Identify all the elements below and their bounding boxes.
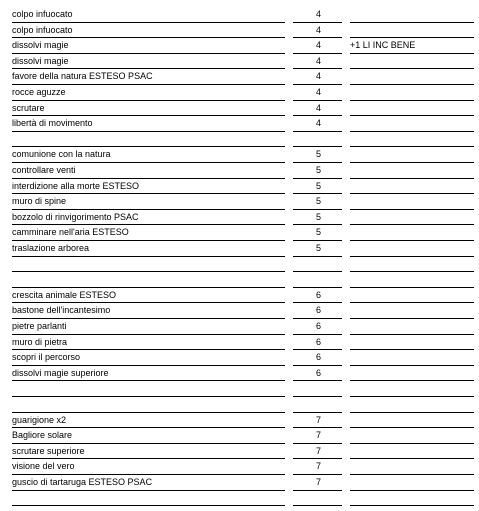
spell-level-value: 7 bbox=[315, 477, 321, 487]
spell-row bbox=[0, 38, 479, 54]
spell-level-value: 4 bbox=[315, 118, 321, 129]
spell-name-cell[interactable]: pietre parlanti bbox=[12, 319, 285, 335]
spell-note-cell[interactable] bbox=[350, 459, 474, 475]
spell-name-cell[interactable]: scopri il percorso bbox=[12, 350, 285, 366]
spell-note-cell[interactable] bbox=[350, 335, 474, 351]
spell-row bbox=[0, 194, 479, 210]
spell-level-cell[interactable] bbox=[293, 303, 342, 319]
spell-level-value: 4 bbox=[315, 9, 321, 19]
spell-note-cell[interactable] bbox=[350, 7, 474, 23]
spell-name-cell[interactable]: libertà di movimento bbox=[12, 116, 285, 132]
spell-level-value: 7 bbox=[315, 414, 321, 425]
spell-note-cell[interactable] bbox=[350, 116, 474, 132]
spell-level-cell[interactable] bbox=[293, 366, 342, 382]
spell-level-value: 6 bbox=[315, 289, 321, 300]
spell-name-cell[interactable] bbox=[12, 272, 285, 288]
spell-name-cell[interactable]: comunione con la natura bbox=[12, 147, 285, 163]
spell-row bbox=[0, 179, 479, 195]
spell-level-cell[interactable] bbox=[293, 241, 342, 257]
spell-row bbox=[0, 303, 479, 319]
spell-level-cell[interactable] bbox=[293, 257, 342, 273]
spell-level-value: 6 bbox=[315, 305, 321, 316]
spell-name-cell[interactable] bbox=[12, 257, 285, 273]
spell-level-cell[interactable] bbox=[293, 69, 342, 85]
spell-level-cell[interactable] bbox=[293, 444, 342, 460]
spell-name-cell[interactable] bbox=[12, 381, 285, 397]
spell-name-cell[interactable]: traslazione arborea bbox=[12, 241, 285, 257]
spell-name-cell[interactable]: bastone dell'incantesimo bbox=[12, 303, 285, 319]
spell-name-cell[interactable]: visione del vero bbox=[12, 459, 285, 475]
spell-level-value: 4 bbox=[315, 24, 321, 35]
spell-name-cell[interactable]: interdizione alla morte ESTESO bbox=[12, 179, 285, 195]
spell-row bbox=[0, 459, 479, 475]
spell-level-cell[interactable] bbox=[293, 350, 342, 366]
spell-row bbox=[0, 428, 479, 444]
spell-level-value: 4 bbox=[315, 71, 321, 82]
spell-level-value: 6 bbox=[315, 321, 321, 331]
spell-level-cell[interactable] bbox=[293, 116, 342, 132]
spell-name-cell[interactable] bbox=[12, 491, 285, 507]
spell-row bbox=[0, 381, 479, 397]
spell-level-value: 5 bbox=[315, 180, 321, 191]
spell-name-cell[interactable]: rocce aguzze bbox=[12, 85, 285, 101]
spell-level-value: 7 bbox=[315, 461, 321, 472]
spell-note-cell[interactable] bbox=[350, 54, 474, 70]
spell-note-cell[interactable] bbox=[350, 147, 474, 163]
spell-name-cell[interactable]: scrutare superiore bbox=[12, 444, 285, 460]
spell-name-cell[interactable]: dissolvi magie bbox=[12, 38, 285, 54]
spell-level-value: 5 bbox=[315, 165, 321, 175]
spell-level-cell[interactable] bbox=[293, 7, 342, 23]
spell-level-cell[interactable] bbox=[293, 428, 342, 444]
spell-row bbox=[0, 335, 479, 351]
spell-row bbox=[0, 7, 479, 23]
spell-note-cell[interactable] bbox=[350, 23, 474, 39]
spell-level-value: 5 bbox=[315, 211, 321, 222]
spell-level-value: 4 bbox=[315, 87, 321, 97]
spell-level-cell[interactable] bbox=[293, 210, 342, 226]
spell-row bbox=[0, 491, 479, 507]
spell-level-cell[interactable] bbox=[293, 101, 342, 117]
spell-note-cell[interactable] bbox=[350, 241, 474, 257]
spell-name-cell[interactable]: favore della natura ESTESO PSAC bbox=[12, 69, 285, 85]
spell-level-cell[interactable] bbox=[293, 413, 342, 429]
spell-row bbox=[0, 132, 479, 148]
spell-name-cell[interactable]: crescita animale ESTESO bbox=[12, 288, 285, 304]
spell-level-cell[interactable] bbox=[293, 147, 342, 163]
spell-row bbox=[0, 366, 479, 382]
spell-row bbox=[0, 225, 479, 241]
spell-level-cell[interactable] bbox=[293, 272, 342, 288]
spell-row bbox=[0, 163, 479, 179]
spell-note-cell[interactable] bbox=[350, 101, 474, 117]
spell-name-cell[interactable]: scrutare bbox=[12, 101, 285, 117]
spell-note-cell[interactable] bbox=[350, 413, 474, 429]
spell-row bbox=[0, 413, 479, 429]
spell-name-cell[interactable]: dissolvi magie superiore bbox=[12, 366, 285, 382]
spell-level-cell[interactable] bbox=[293, 54, 342, 70]
spell-note-cell[interactable] bbox=[350, 303, 474, 319]
spell-level-cell[interactable] bbox=[293, 381, 342, 397]
spell-level-cell[interactable] bbox=[293, 459, 342, 475]
spell-row bbox=[0, 116, 479, 132]
spell-row bbox=[0, 272, 479, 288]
spell-level-cell[interactable] bbox=[293, 335, 342, 351]
spell-name-cell[interactable] bbox=[12, 132, 285, 148]
spell-row bbox=[0, 23, 479, 39]
spell-level-cell[interactable] bbox=[293, 85, 342, 101]
spell-note-cell[interactable] bbox=[350, 257, 474, 273]
spell-level-value: 4 bbox=[315, 55, 321, 66]
spell-row bbox=[0, 85, 479, 101]
spell-row bbox=[0, 397, 479, 413]
spell-name-cell[interactable]: camminare nell'aria ESTESO bbox=[12, 225, 285, 241]
spell-note-cell[interactable] bbox=[350, 179, 474, 195]
spell-row bbox=[0, 350, 479, 366]
spell-note-cell[interactable] bbox=[350, 397, 474, 413]
spell-name-cell[interactable]: muro di spine bbox=[12, 194, 285, 210]
spell-level-cell[interactable] bbox=[293, 132, 342, 148]
spell-name-cell[interactable]: Bagliore solare bbox=[12, 428, 285, 444]
spell-level-cell[interactable] bbox=[293, 194, 342, 210]
spell-row bbox=[0, 319, 479, 335]
spell-name-cell[interactable]: muro di pietra bbox=[12, 335, 285, 351]
spell-level-cell[interactable] bbox=[293, 225, 342, 241]
spell-note-cell[interactable] bbox=[350, 69, 474, 85]
spell-note-cell[interactable] bbox=[350, 288, 474, 304]
spell-row bbox=[0, 444, 479, 460]
spell-level-value: 5 bbox=[315, 149, 321, 160]
spell-note-cell[interactable] bbox=[350, 163, 474, 179]
spell-name-cell[interactable]: guscio di tartaruga ESTESO PSAC bbox=[12, 475, 285, 491]
spell-row bbox=[0, 69, 479, 85]
spell-note-cell[interactable] bbox=[350, 132, 474, 148]
spell-level-value: 7 bbox=[315, 445, 321, 456]
spell-row bbox=[0, 147, 479, 163]
spell-level-cell[interactable] bbox=[293, 288, 342, 304]
spell-level-value: 5 bbox=[315, 227, 321, 238]
spell-note-cell[interactable] bbox=[350, 319, 474, 335]
spell-note-cell[interactable] bbox=[350, 491, 474, 507]
spell-note-cell[interactable] bbox=[350, 428, 474, 444]
spell-level-value: 4 bbox=[315, 40, 321, 51]
spell-level-value: 4 bbox=[315, 102, 321, 113]
spell-row bbox=[0, 257, 479, 273]
spell-level-cell[interactable] bbox=[293, 179, 342, 195]
spell-level-value: 7 bbox=[315, 430, 321, 441]
spell-row bbox=[0, 241, 479, 257]
spell-name-cell[interactable]: guarigione x2 bbox=[12, 413, 285, 429]
spell-name-cell[interactable]: colpo infuocato bbox=[12, 23, 285, 39]
spell-level-value: 6 bbox=[315, 367, 321, 378]
spell-level-cell[interactable] bbox=[293, 491, 342, 507]
spell-note-cell[interactable]: +1 LI INC BENE bbox=[350, 38, 474, 54]
spell-level-cell[interactable] bbox=[293, 38, 342, 54]
spell-name-cell[interactable] bbox=[12, 397, 285, 413]
spell-level-value: 6 bbox=[315, 336, 321, 347]
spell-row bbox=[0, 475, 479, 491]
spell-note-cell[interactable] bbox=[350, 85, 474, 101]
spell-row bbox=[0, 210, 479, 226]
spell-name-cell[interactable]: dissolvi magie bbox=[12, 54, 285, 70]
spell-level-cell[interactable] bbox=[293, 319, 342, 335]
spell-note-cell[interactable] bbox=[350, 350, 474, 366]
spell-row bbox=[0, 101, 479, 117]
spell-level-value: 5 bbox=[315, 196, 321, 207]
spell-level-cell[interactable] bbox=[293, 23, 342, 39]
spell-note-cell[interactable] bbox=[350, 475, 474, 491]
spell-name-cell[interactable]: bozzolo di rinvigorimento PSAC bbox=[12, 210, 285, 226]
spell-note-cell[interactable] bbox=[350, 444, 474, 460]
spell-row bbox=[0, 54, 479, 70]
spell-level-cell[interactable] bbox=[293, 163, 342, 179]
spell-level-cell[interactable] bbox=[293, 475, 342, 491]
spell-note-cell[interactable] bbox=[350, 225, 474, 241]
spell-name-cell[interactable]: colpo infuocato bbox=[12, 7, 285, 23]
spell-row bbox=[0, 288, 479, 304]
spell-note-cell[interactable] bbox=[350, 210, 474, 226]
spell-note-cell[interactable] bbox=[350, 366, 474, 382]
spell-note-cell[interactable] bbox=[350, 194, 474, 210]
spell-level-cell[interactable] bbox=[293, 397, 342, 413]
spell-note-cell[interactable] bbox=[350, 381, 474, 397]
spell-name-cell[interactable]: controllare venti bbox=[12, 163, 285, 179]
spell-note-cell[interactable] bbox=[350, 272, 474, 288]
spell-level-value: 5 bbox=[315, 243, 321, 253]
spell-level-value: 6 bbox=[315, 352, 321, 363]
